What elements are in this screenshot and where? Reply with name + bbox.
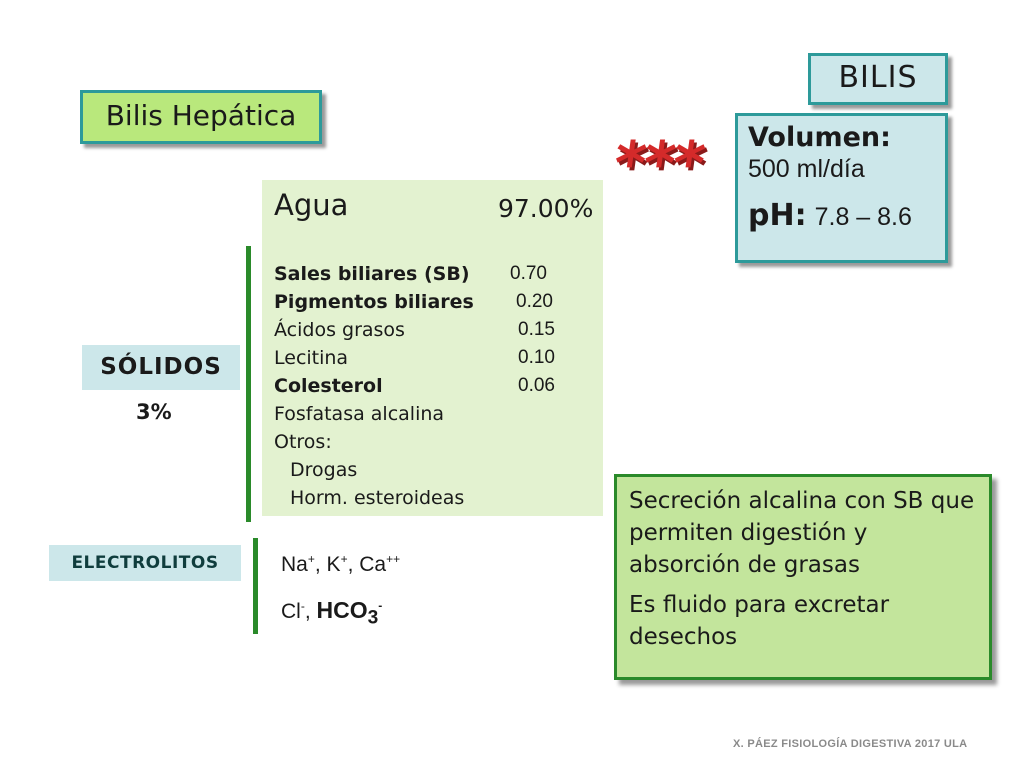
item-name: Fosfatasa alcalina bbox=[274, 403, 445, 425]
electrolitos-label: ELECTROLITOS bbox=[49, 545, 241, 581]
electrolitos-bracket-line bbox=[253, 538, 258, 634]
list-item bbox=[272, 428, 593, 456]
agua-value: 97.00% bbox=[498, 194, 594, 223]
ion-ca: Ca bbox=[359, 553, 387, 576]
ph-row bbox=[748, 196, 935, 240]
composition-list bbox=[272, 260, 593, 512]
list-item bbox=[272, 344, 593, 372]
ion-charge: - bbox=[378, 598, 383, 613]
item-value: 0.20 bbox=[516, 291, 553, 312]
item-name: Lecitina bbox=[274, 347, 349, 369]
ion-na: Na bbox=[281, 553, 308, 576]
item-name: Horm. esteroideas bbox=[290, 487, 465, 509]
solidos-bracket-line bbox=[246, 246, 251, 522]
item-name: Pigmentos biliares bbox=[274, 291, 474, 313]
list-item bbox=[272, 288, 593, 316]
secrecion-box bbox=[614, 474, 992, 680]
item-name: Drogas bbox=[290, 459, 358, 481]
list-item bbox=[272, 456, 593, 484]
item-value: 0.10 bbox=[518, 347, 555, 368]
volumen-ph-box bbox=[735, 113, 948, 263]
ion-separator: , bbox=[314, 553, 327, 576]
stars-icon: *** bbox=[609, 129, 708, 199]
ion-separator: , bbox=[304, 600, 317, 623]
volumen-value: 500 ml/día bbox=[748, 155, 865, 183]
ion-charge: + bbox=[307, 552, 315, 566]
list-item bbox=[272, 372, 593, 400]
item-name: Colesterol bbox=[274, 375, 383, 397]
item-value: 0.15 bbox=[518, 319, 555, 340]
ion-charge: ++ bbox=[386, 552, 401, 566]
ph-label: pH: bbox=[748, 198, 807, 233]
ph-value: 7.8 – 8.6 bbox=[814, 203, 912, 231]
ion-hco3 bbox=[316, 597, 383, 629]
electrolitos-cations bbox=[281, 552, 400, 577]
ion-separator: , bbox=[347, 553, 360, 576]
ion-subscript: 3 bbox=[367, 607, 379, 629]
item-name: Otros: bbox=[274, 431, 332, 453]
item-value: 0.70 bbox=[510, 263, 547, 284]
page-title: Bilis Hepática bbox=[80, 90, 322, 144]
electrolitos-anions bbox=[281, 597, 382, 630]
list-item bbox=[272, 484, 593, 512]
ion-k: K bbox=[326, 553, 341, 576]
volumen-label: Volumen: bbox=[748, 122, 891, 153]
footer-credit: X. PÁEZ FISIOLOGÍA DIGESTIVA 2017 ULA bbox=[733, 738, 968, 750]
agua-label: Agua bbox=[274, 188, 349, 222]
list-item bbox=[272, 316, 593, 344]
bilis-header: BILIS bbox=[808, 53, 948, 105]
secrecion-text-2: Es fluido para excretar desechos bbox=[629, 592, 890, 650]
solidos-label: SÓLIDOS bbox=[82, 345, 240, 390]
item-name: Ácidos grasos bbox=[274, 319, 405, 341]
item-name: Sales biliares (SB) bbox=[274, 263, 470, 285]
secrecion-text-1: Secreción alcalina con SB que permiten digestión y absorción de grasas bbox=[629, 488, 975, 578]
agua-row bbox=[272, 188, 593, 234]
list-item bbox=[272, 400, 593, 428]
ion-hco-text: HCO bbox=[316, 597, 368, 623]
list-item bbox=[272, 260, 593, 288]
item-value: 0.06 bbox=[518, 375, 555, 396]
ion-charge: - bbox=[300, 599, 305, 613]
composition-box bbox=[262, 180, 603, 516]
solidos-percent: 3% bbox=[136, 400, 172, 424]
ion-charge: + bbox=[340, 552, 348, 566]
ion-cl: Cl bbox=[281, 600, 301, 623]
